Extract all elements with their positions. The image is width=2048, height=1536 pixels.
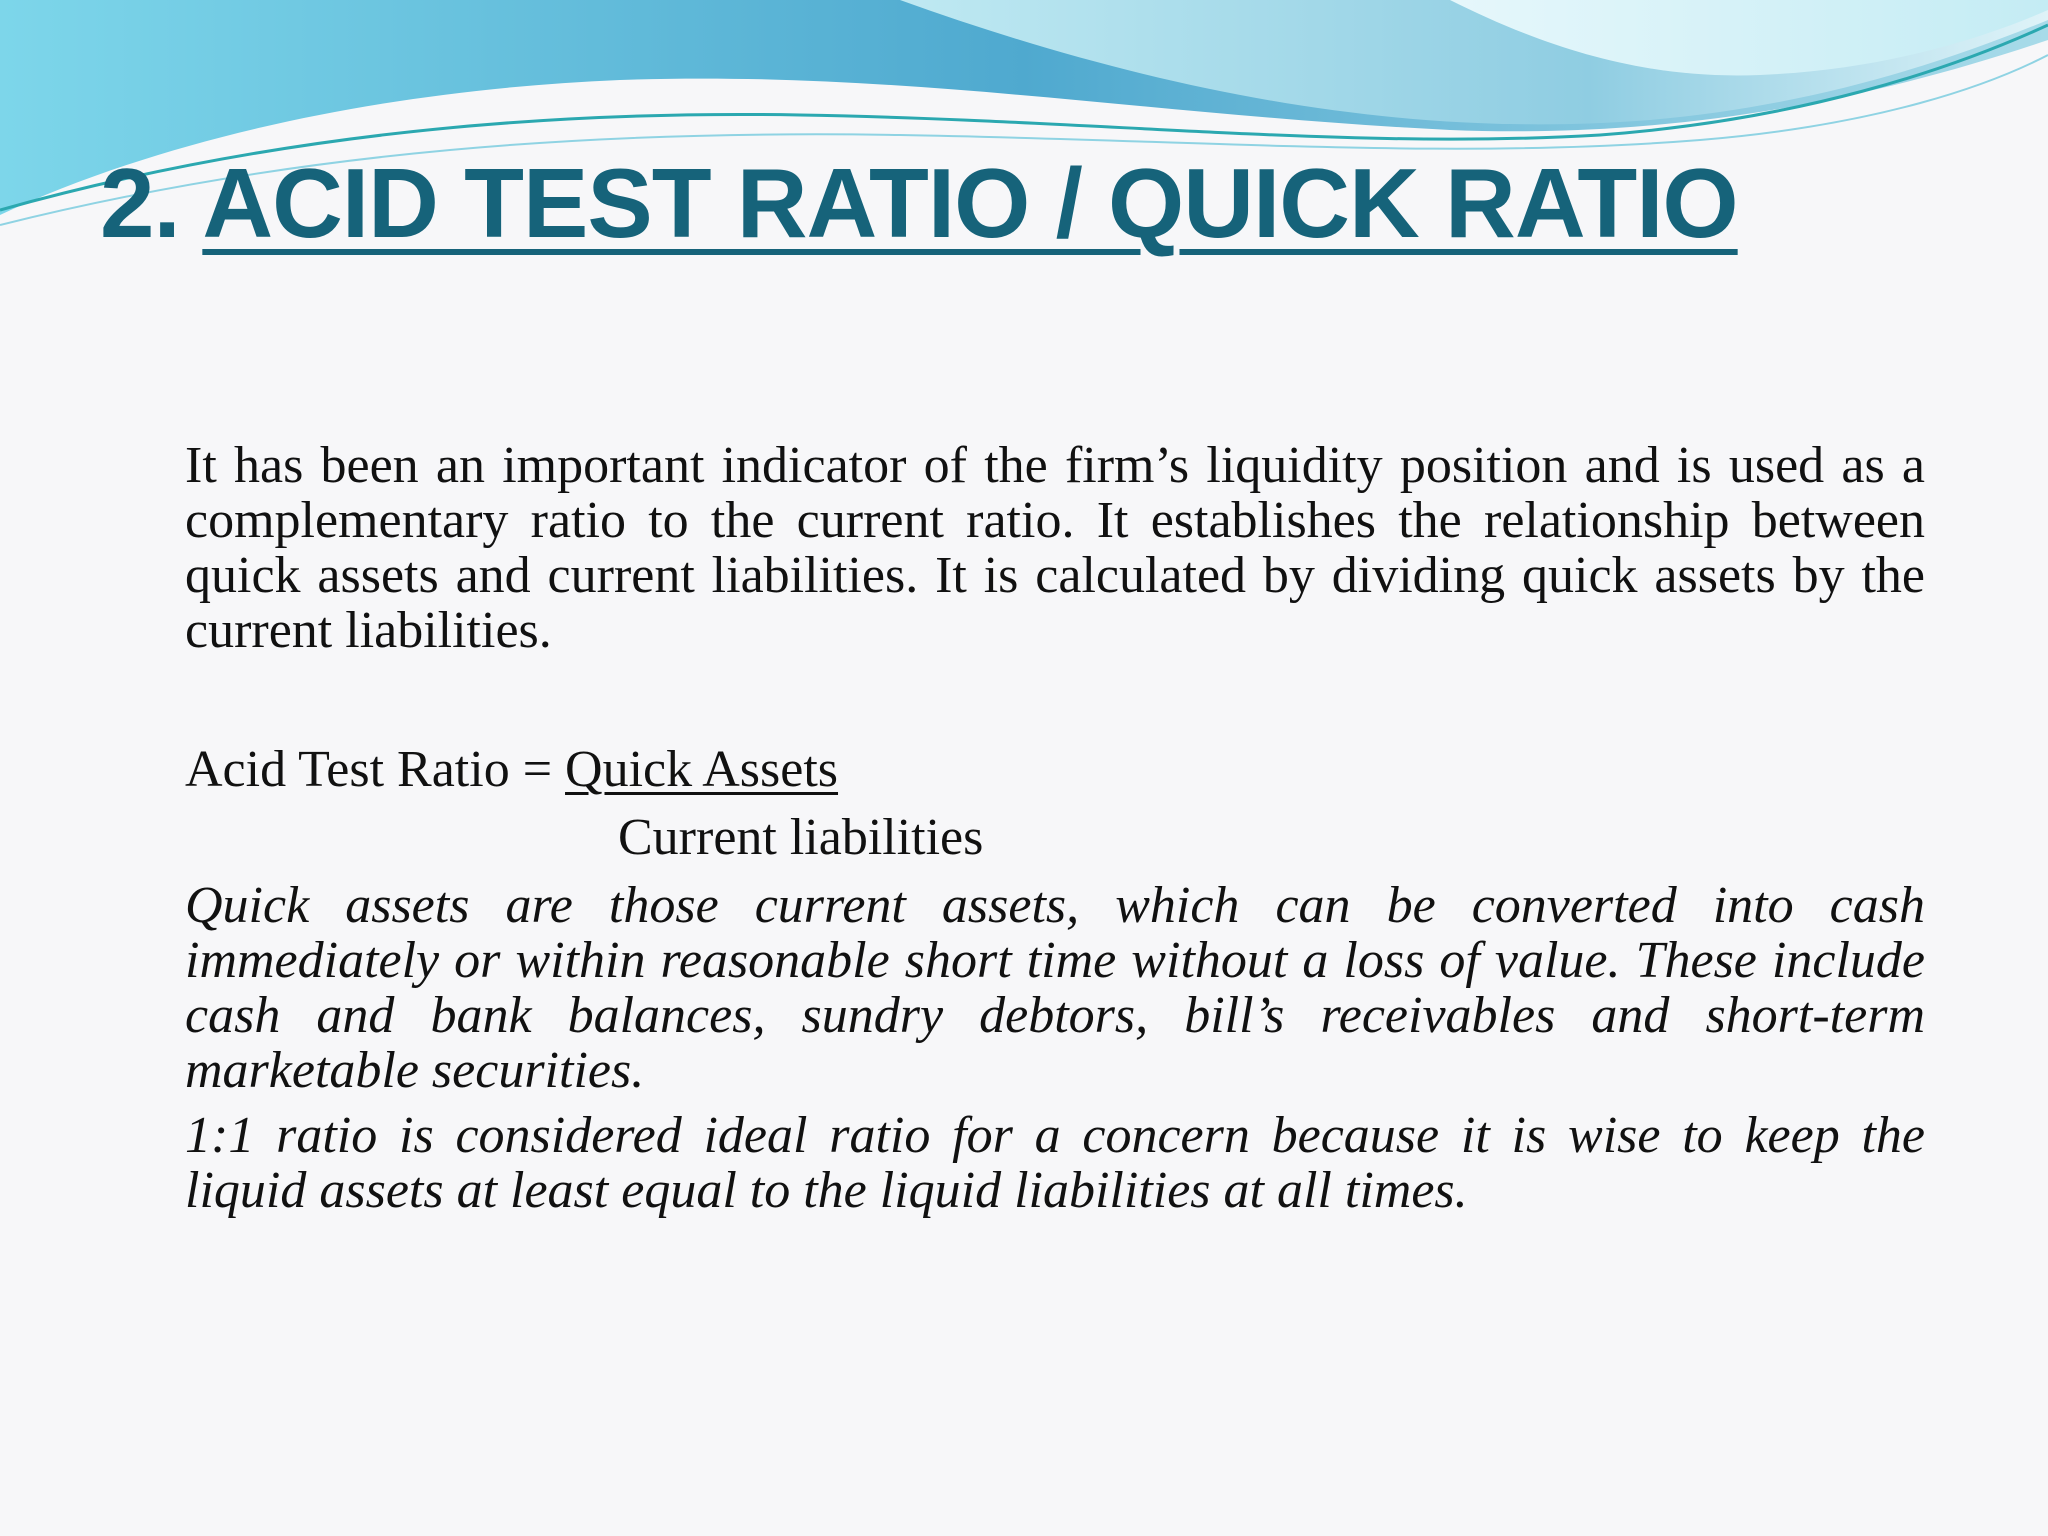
formula-denominator-line (185, 804, 1925, 872)
formula-numerator: Quick Assets (565, 741, 839, 798)
formula-lhs: Acid Test Ratio = (185, 741, 566, 798)
slide-title (100, 150, 1738, 258)
title-text: ACID TEST RATIO / QUICK RATIO (202, 148, 1738, 258)
ideal-ratio-note: 1:1 ratio is considered ideal ratio for a concern because it is wise to keep the liquid assets at least equal to the liquid liabilities at all times. (185, 1107, 1925, 1219)
formula-denominator: Current liabilities (618, 809, 984, 866)
formula (185, 736, 1925, 872)
formula-numerator-line (185, 736, 1925, 804)
title-number: 2. (100, 148, 180, 258)
quick-assets-definition: Quick assets are those current assets, which can be converted into cash immediately or within reasonable short time without a loss of value. These include cash and bank balances, sundry debtors, bill’s receivables and short-term marketable securities. (185, 877, 1925, 1099)
intro-paragraph: It has been an important indicator of the firm’s liquidity position and is used as a complementary ratio to the current ratio. It establishes the relationship between quick assets and current liabilities. It is calculated by dividing quick assets by the current liabilities. (185, 437, 1925, 659)
